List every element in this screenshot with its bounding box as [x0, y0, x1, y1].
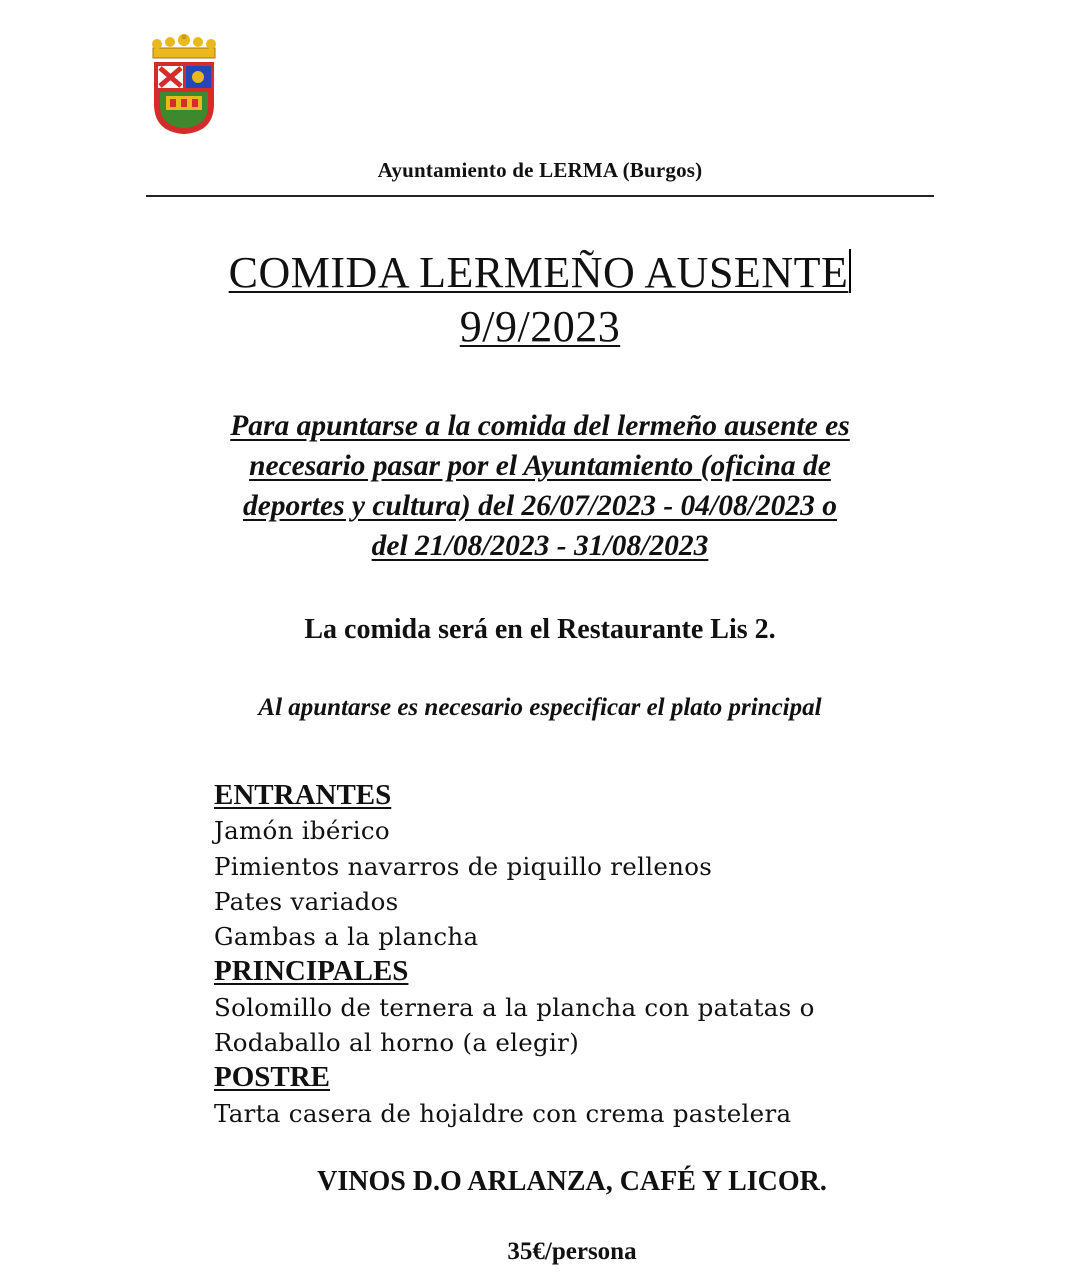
mains-heading: PRINCIPALES: [214, 955, 409, 988]
price-text: 35€/persona: [507, 1238, 637, 1265]
registration-notice: [140, 406, 940, 566]
menu-item: Jamón ibérico: [214, 816, 390, 846]
main-course-hint: Al apuntarse es necesario especificar el plato principal: [258, 694, 822, 721]
notice-line: necesario pasar por el Ayuntamiento (oficina de: [249, 450, 831, 482]
menu-item: Pates variados: [214, 886, 399, 916]
crown-icon: [152, 34, 216, 58]
starters-heading: ENTRANTES: [214, 779, 392, 811]
menu-list: [214, 778, 815, 1131]
menu-item: Pimientos navarros de piquillo rellenos: [214, 851, 713, 881]
notice-line: del 21/08/2023 - 31/08/2023: [371, 530, 709, 562]
drinks-text: VINOS D.O ARLANZA, CAFÉ Y LICOR.: [317, 1166, 827, 1197]
header-divider: [146, 195, 934, 197]
title-date: 9/9/2023: [459, 302, 621, 351]
notice-line: deportes y cultura) del 26/07/2023 - 04/08/2023 o: [242, 490, 838, 522]
menu-item: Tarta casera de hojaldre con crema pastelera: [214, 1098, 792, 1128]
notice-line: Para apuntarse a la comida del lermeño ausente es: [230, 410, 850, 442]
menu-item: Rodaballo al horno (a elegir): [214, 1028, 580, 1058]
text-caret: [849, 249, 851, 293]
menu-item: Solomillo de ternera a la plancha con patatas o: [214, 992, 815, 1022]
title-line-1: COMIDA LERMEÑO AUSENTE: [228, 248, 849, 297]
page-title: [0, 246, 1080, 354]
venue-text: La comida será en el Restaurante Lis 2.: [304, 614, 776, 645]
organization-header: Ayuntamiento de LERMA (Burgos): [377, 158, 703, 182]
menu-item: Gambas a la plancha: [214, 922, 479, 952]
dessert-heading: POSTRE: [214, 1061, 331, 1094]
coat-of-arms-icon: [148, 34, 220, 136]
